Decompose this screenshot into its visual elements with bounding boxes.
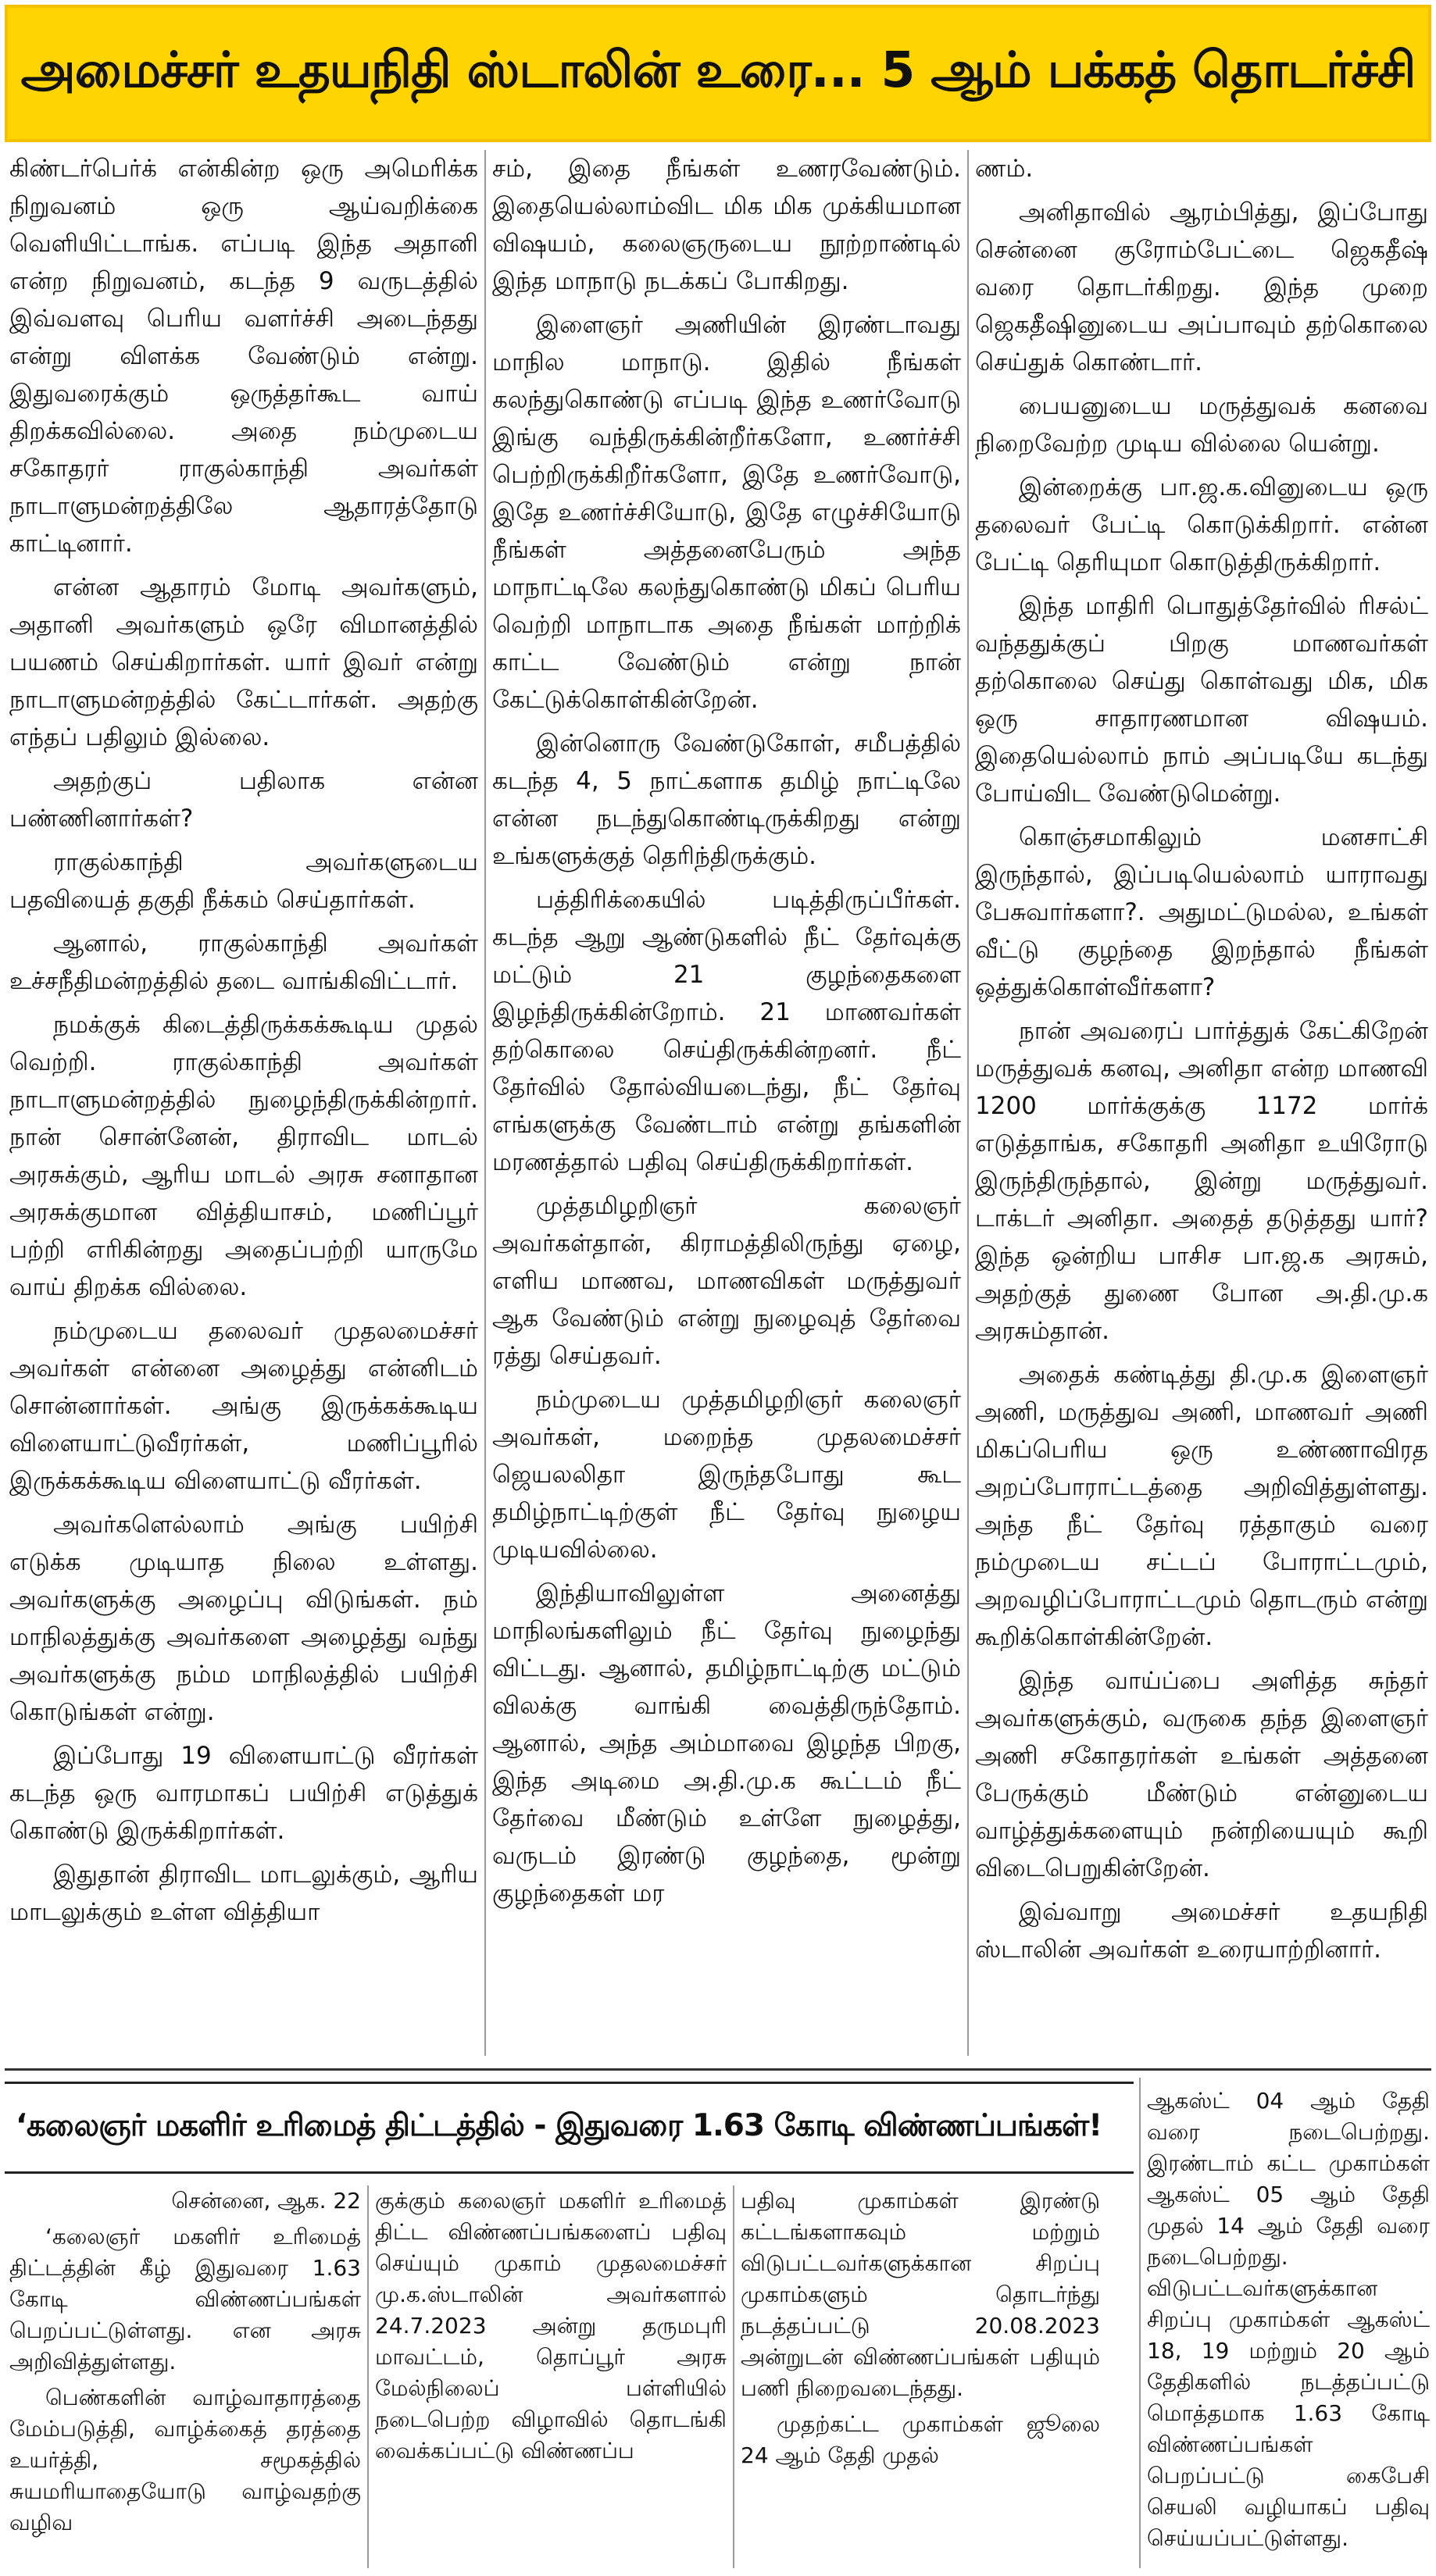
- article2-headline: [5, 2082, 1134, 2174]
- paragraph: இன்றைக்கு பா.ஜ.க.வினுடைய ஒரு தலைவர் பேட்டி கொடுக்கிறார். என்ன பேட்டி தெரியுமா கொடுத்திருக்கிறார்.: [975, 473, 1428, 576]
- paragraph: பையனுடைய மருத்துவக் கனவை நிறைவேற்ற முடிய வில்லை யென்று.: [975, 392, 1428, 458]
- page-banner: [5, 5, 1431, 142]
- banner-title: அமைச்சர் உதயநிதி ஸ்டாலின் உரை... 5 ஆம் பக்கத் தொடர்ச்சி: [20, 41, 1416, 98]
- column-divider: [484, 150, 486, 2056]
- paragraph: ஆனால், ராகுல்காந்தி அவர்கள் உச்சநீதிமன்றத்தில் தடை வாங்கிவிட்டார்.: [9, 929, 478, 995]
- paragraph: இந்தியாவிலுள்ள அனைத்து மாநிலங்களிலும் நீட் தேர்வு நுழைந்து விட்டது. ஆனால், தமிழ்நாட்டிற்கு மட்டும் விலக்கு வாங்கி வைத்திருந்தோம். ஆனால், அந்த அம்மாவை இழந்த பிறகு, இந்த அடிமை அ.தி.மு.க கூட்டம் நீட் தேர்வை மீண்டும் உள்ளே நுழைத்து, வருடம் இரண்டு குழந்தை, மூன்று குழந்தைகள் மர: [492, 1579, 961, 1907]
- paragraph: ணம்.: [975, 155, 1034, 183]
- paragraph: நம்முடைய முத்தமிழறிஞர் கலைஞர் அவர்கள், மறைந்த முதலமைச்சர் ஜெயலலிதா இருந்தபோது கூட தமிழ்நாட்டிற்குள் நீட் தேர்வு நுழைய முடியவில்லை.: [492, 1386, 961, 1564]
- paragraph: நான் அவரைப் பார்த்துக் கேட்கிறேன் மருத்துவக் கனவு, அனிதா என்ற மாணவி 1200 மார்க்குக்கு 1172 மார்க் எடுத்தாங்க, சகோதரி அனிதா உயிரோடு இருந்திருந்தால், இன்று மருத்துவர். டாக்டர் அனிதா. அதைத் தடுத்தது யார்? இந்த ஒன்றிய பாசிச பா.ஜ.க அரசும், அதற்குத் துணை போன அ.தி.மு.க அரசும்தான்.: [975, 1017, 1428, 1345]
- paragraph: இவ்வாறு அமைச்சர் உதயநிதி ஸ்டாலின் அவர்கள் உரையாற்றினார்.: [975, 1898, 1428, 1964]
- paragraph: அனிதாவில் ஆரம்பித்து, இப்போது சென்னை குரோம்பேட்டை ஜெகதீஷ் வரை தொடர்கிறது. இந்த முறை ஜெகதீஷினுடைய அப்பாவும் தற்கொலை செய்துக் கொண்டார்.: [975, 198, 1428, 376]
- paragraph: ராகுல்காந்தி அவர்களுடைய பதவியைத் தகுதி நீக்கம் செய்தார்கள்.: [9, 848, 478, 914]
- paragraph: இன்னொரு வேண்டுகோள், சமீபத்தில் கடந்த 4, 5 நாட்களாக தமிழ் நாட்டிலே என்ன நடந்துகொண்டிருக்கிறது என்று உங்களுக்குத் தெரிந்திருக்கும்.: [492, 730, 961, 870]
- article2-column-3: [741, 2185, 1100, 2568]
- paragraph: அதற்குப் பதிலாக என்ன பண்ணினார்கள்?: [9, 767, 478, 833]
- paragraph: ‘கலைஞர் மகளிர் உரிமைத் திட்டத்தின் கீழ் இதுவரை 1.63 கோடி விண்ணப்பங்கள் பெறப்பட்டுள்ளது. என அரசு அறிவித்துள்ளது.: [9, 2224, 361, 2374]
- paragraph: முதற்கட்ட முகாம்கள் ஜூலை 24 ஆம் தேதி முதல்: [741, 2411, 1100, 2468]
- paragraph: பதிவு முகாம்கள் இரண்டு கட்டங்களாகவும் மற்றும் விடுபட்டவர்களுக்கான சிறப்பு முகாம்களும் தொடர்ந்து நடத்தப்பட்டு 20.08.2023 அன்றுடன் விண்ணப்பங்கள் பதியும் பணி நிறைவடைந்தது.: [741, 2188, 1100, 2401]
- column-divider: [733, 2185, 734, 2568]
- article2-column-2: [375, 2185, 727, 2568]
- article2-headline-text: ‘கலைஞர் மகளிர் உரிமைத் திட்டத்தில் - இதுவரை 1.63 கோடி விண்ணப்பங்கள்!: [16, 2108, 1102, 2143]
- paragraph: கிண்டர்பெர்க் என்கின்ற ஒரு அமெரிக்க நிறுவனம் ஒரு ஆய்வறிக்கை வெளியிட்டாங்க. எப்படி இந்த அதானி என்ற நிறுவனம், கடந்த 9 வருடத்தில் இவ்வளவு பெரிய வளர்ச்சி அடைந்தது என்று விளக்க வேண்டும் என்று. இதுவரைக்கும் ஒருத்தர்கூட வாய் திறக்கவில்லை. அதை நம்முடைய சகோதரர் ராகுல்காந்தி அவர்கள் நாடாளுமன்றத்திலே ஆதாரத்தோடு காட்டினார்.: [9, 155, 478, 558]
- paragraph: அதைக் கண்டித்து தி.மு.க இளைஞர் அணி, மருத்துவ அணி, மாணவர் அணி மிகப்பெரிய ஒரு உண்ணாவிரத அறப்போராட்டத்தை அறிவித்துள்ளது. அந்த நீட் தேர்வு ரத்தாகும் வரை நம்முடைய சட்டப் போராட்டமும், அறவழிப்போராட்டமும் தொடரும் என்று கூறிக்கொள்கின்றேன்.: [975, 1361, 1428, 1651]
- column-divider: [967, 150, 969, 2056]
- paragraph: ஆகஸ்ட் 04 ஆம் தேதி வரை நடைபெற்றது. இரண்டாம் கட்ட முகாம்கள் ஆகஸ்ட் 05 ஆம் தேதி முதல் 14 ஆம் தேதி வரை நடைபெற்றது. விடுபட்டவர்களுக்கான சிறப்பு முகாம்கள் ஆகஸ்ட் 18, 19 மற்றும் 20 ஆம் தேதிகளில் நடத்தப்பட்டு மொத்தமாக 1.63 கோடி விண்ணப்பங்கள் பெறப்பட்டு கைபேசி செயலி வழியாகப் பதிவு செய்யப்பட்டுள்ளது.: [1147, 2088, 1430, 2551]
- article2-column-1: [9, 2185, 361, 2568]
- paragraph: இதுதான் திராவிட மாடலுக்கும், ஆரிய மாடலுக்கும் உள்ள வித்தியா: [9, 1861, 478, 1926]
- paragraph: கொஞ்சமாகிலும் மனசாட்சி இருந்தால், இப்படியெல்லாம் யாராவது பேசுவார்களா?. அதுமட்டுமல்ல, உங்கள் வீட்டு குழந்தை இறந்தால் நீங்கள் ஒத்துக்கொள்வீர்களா?: [975, 823, 1428, 1001]
- dateline: சென்னை, ஆக. 22: [171, 2188, 361, 2214]
- paragraph: இளைஞர் அணியின் இரண்டாவது மாநில மாநாடு. இதில் நீங்கள் கலந்துகொண்டு எப்படி இந்த உணர்வோடு இங்கு வந்திருக்கின்றீர்களோ, உணர்ச்சி பெற்றிருக்கிறீர்களோ, இதே உணர்வோடு, இதே உணர்ச்சியோடு, இதே எழுச்சியோடு நீங்கள் அத்தனைபேரும் அந்த மாநாட்டிலே கலந்துகொண்டு மிகப் பெரிய வெற்றி மாநாடாக அதை நீங்கள் மாற்றிக் காட்ட வேண்டும் என்று நான் கேட்டுக்கொள்கின்றேன்.: [492, 311, 961, 714]
- article1-column-2: [492, 150, 961, 2056]
- paragraph: இந்த வாய்ப்பை அளித்த சுந்தர் அவர்களுக்கும், வருகை தந்த இளைஞர் அணி சகோதரர்கள் உங்கள் அத்தனை பேருக்கும் மீண்டும் என்னுடைய வாழ்த்துக்களையும் நன்றியையும் கூறி விடைபெறுகின்றேன்.: [975, 1667, 1428, 1882]
- paragraph: என்ன ஆதாரம் மோடி அவர்களும், அதானி அவர்களும் ஒரே விமானத்தில் பயணம் செய்கிறார்கள். யார் இவர் என்று நாடாளுமன்றத்தில் கேட்டார்கள். அதற்கு எந்தப் பதிலும் இல்லை.: [9, 573, 478, 751]
- paragraph: பத்திரிக்கையில் படித்திருப்பீர்கள். கடந்த ஆறு ஆண்டுகளில் நீட் தேர்வுக்கு மட்டும் 21 குழந்தைகளை இழந்திருக்கின்றோம். 21 மாணவர்கள் தற்கொலை செய்திருக்கின்றனர். நீட் தேர்வில் தோல்வியடைந்து, நீட் தேர்வு எங்களுக்கு வேண்டாம் என்று தங்களின் மரணத்தால் பதிவு செய்திருக்கிறார்கள்.: [492, 886, 961, 1176]
- column-divider: [367, 2185, 369, 2568]
- paragraph: சம், இதை நீங்கள் உணரவேண்டும். இதையெல்லாம்விட மிக மிக முக்கியமான விஷயம், கலைஞருடைய நூற்றாண்டில் இந்த மாநாடு நடக்கப் போகிறது.: [492, 155, 961, 295]
- paragraph: நமக்குக் கிடைத்திருக்கக்கூடிய முதல் வெற்றி. ராகுல்காந்தி அவர்கள் நாடாளுமன்றத்தில் நுழைந்திருக்கின்றார். நான் சொன்னேன், திராவிட மாடல் அரசுக்கும், ஆரிய மாடல் அரசு சனாதான அரசுக்குமான வித்தியாசம், மணிப்பூர் பற்றி எரிகின்றது அதைப்பற்றி யாருமே வாய் திறக்க வில்லை.: [9, 1011, 478, 1301]
- paragraph: அவர்களெல்லாம் அங்கு பயிற்சி எடுக்க முடியாத நிலை உள்ளது. அவர்களுக்கு அழைப்பு விடுங்கள். நம் மாநிலத்துக்கு அவர்களை அழைத்து வந்து அவர்களுக்கு நம்ம மாநிலத்தில் பயிற்சி கொடுங்கள் என்று.: [9, 1511, 478, 1726]
- paragraph: முத்தமிழறிஞர் கலைஞர் அவர்கள்தான், கிராமத்திலிருந்து ஏழை, எளிய மாணவ, மாணவிகள் மருத்துவர் ஆக வேண்டும் என்று நுழைவுத் தேர்வை ரத்து செய்தவர்.: [492, 1192, 961, 1370]
- article2-column-4: [1147, 2085, 1430, 2570]
- paragraph: இந்த மாதிரி பொதுத்தேர்வில் ரிசல்ட் வந்ததுக்குப் பிறகு மாணவர்கள் தற்கொலை செய்து கொள்வது மிக, மிக ஒரு சாதாரணமான விஷயம். இதையெல்லாம் நாம் அப்படியே கடந்து போய்விட வேண்டுமென்று.: [975, 592, 1428, 808]
- section-divider: [5, 2068, 1431, 2071]
- paragraph: இப்போது 19 விளையாட்டு வீரர்கள் கடந்த ஒரு வாரமாகப் பயிற்சி எடுத்துக் கொண்டு இருக்கிறார்கள்.: [9, 1742, 478, 1845]
- article1-column-3: [975, 150, 1428, 2056]
- column-divider: [1139, 2078, 1141, 2568]
- paragraph: நம்முடைய தலைவர் முதலமைச்சர் அவர்கள் என்னை அழைத்து என்னிடம் சொன்னார்கள். அங்கு இருக்கக்கூடிய விளையாட்டுவீரர்கள், மணிப்பூரில் இருக்கக்கூடிய விளையாட்டு வீரர்கள்.: [9, 1317, 478, 1495]
- article1-column-1: [9, 150, 478, 2056]
- paragraph: பெண்களின் வாழ்வாதாரத்தை மேம்படுத்தி, வாழ்க்கைத் தரத்தை உயர்த்தி, சமூகத்தில் சுயமரியாதையோடு வாழ்வதற்கு வழிவ: [9, 2385, 361, 2535]
- paragraph: குக்கும் கலைஞர் மகளிர் உரிமைத் திட்ட விண்ணப்பங்களைப் பதிவு செய்யும் முகாம் முதலமைச்சர் மு.க.ஸ்டாலின் அவர்களால் 24.7.2023 அன்று தருமபுரி மாவட்டம், தொப்பூர் அரசு மேல்நிலைப் பள்ளியில் நடைபெற்ற விழாவில் தொடங்கி வைக்கப்பட்டு விண்ணப்ப: [375, 2188, 727, 2464]
